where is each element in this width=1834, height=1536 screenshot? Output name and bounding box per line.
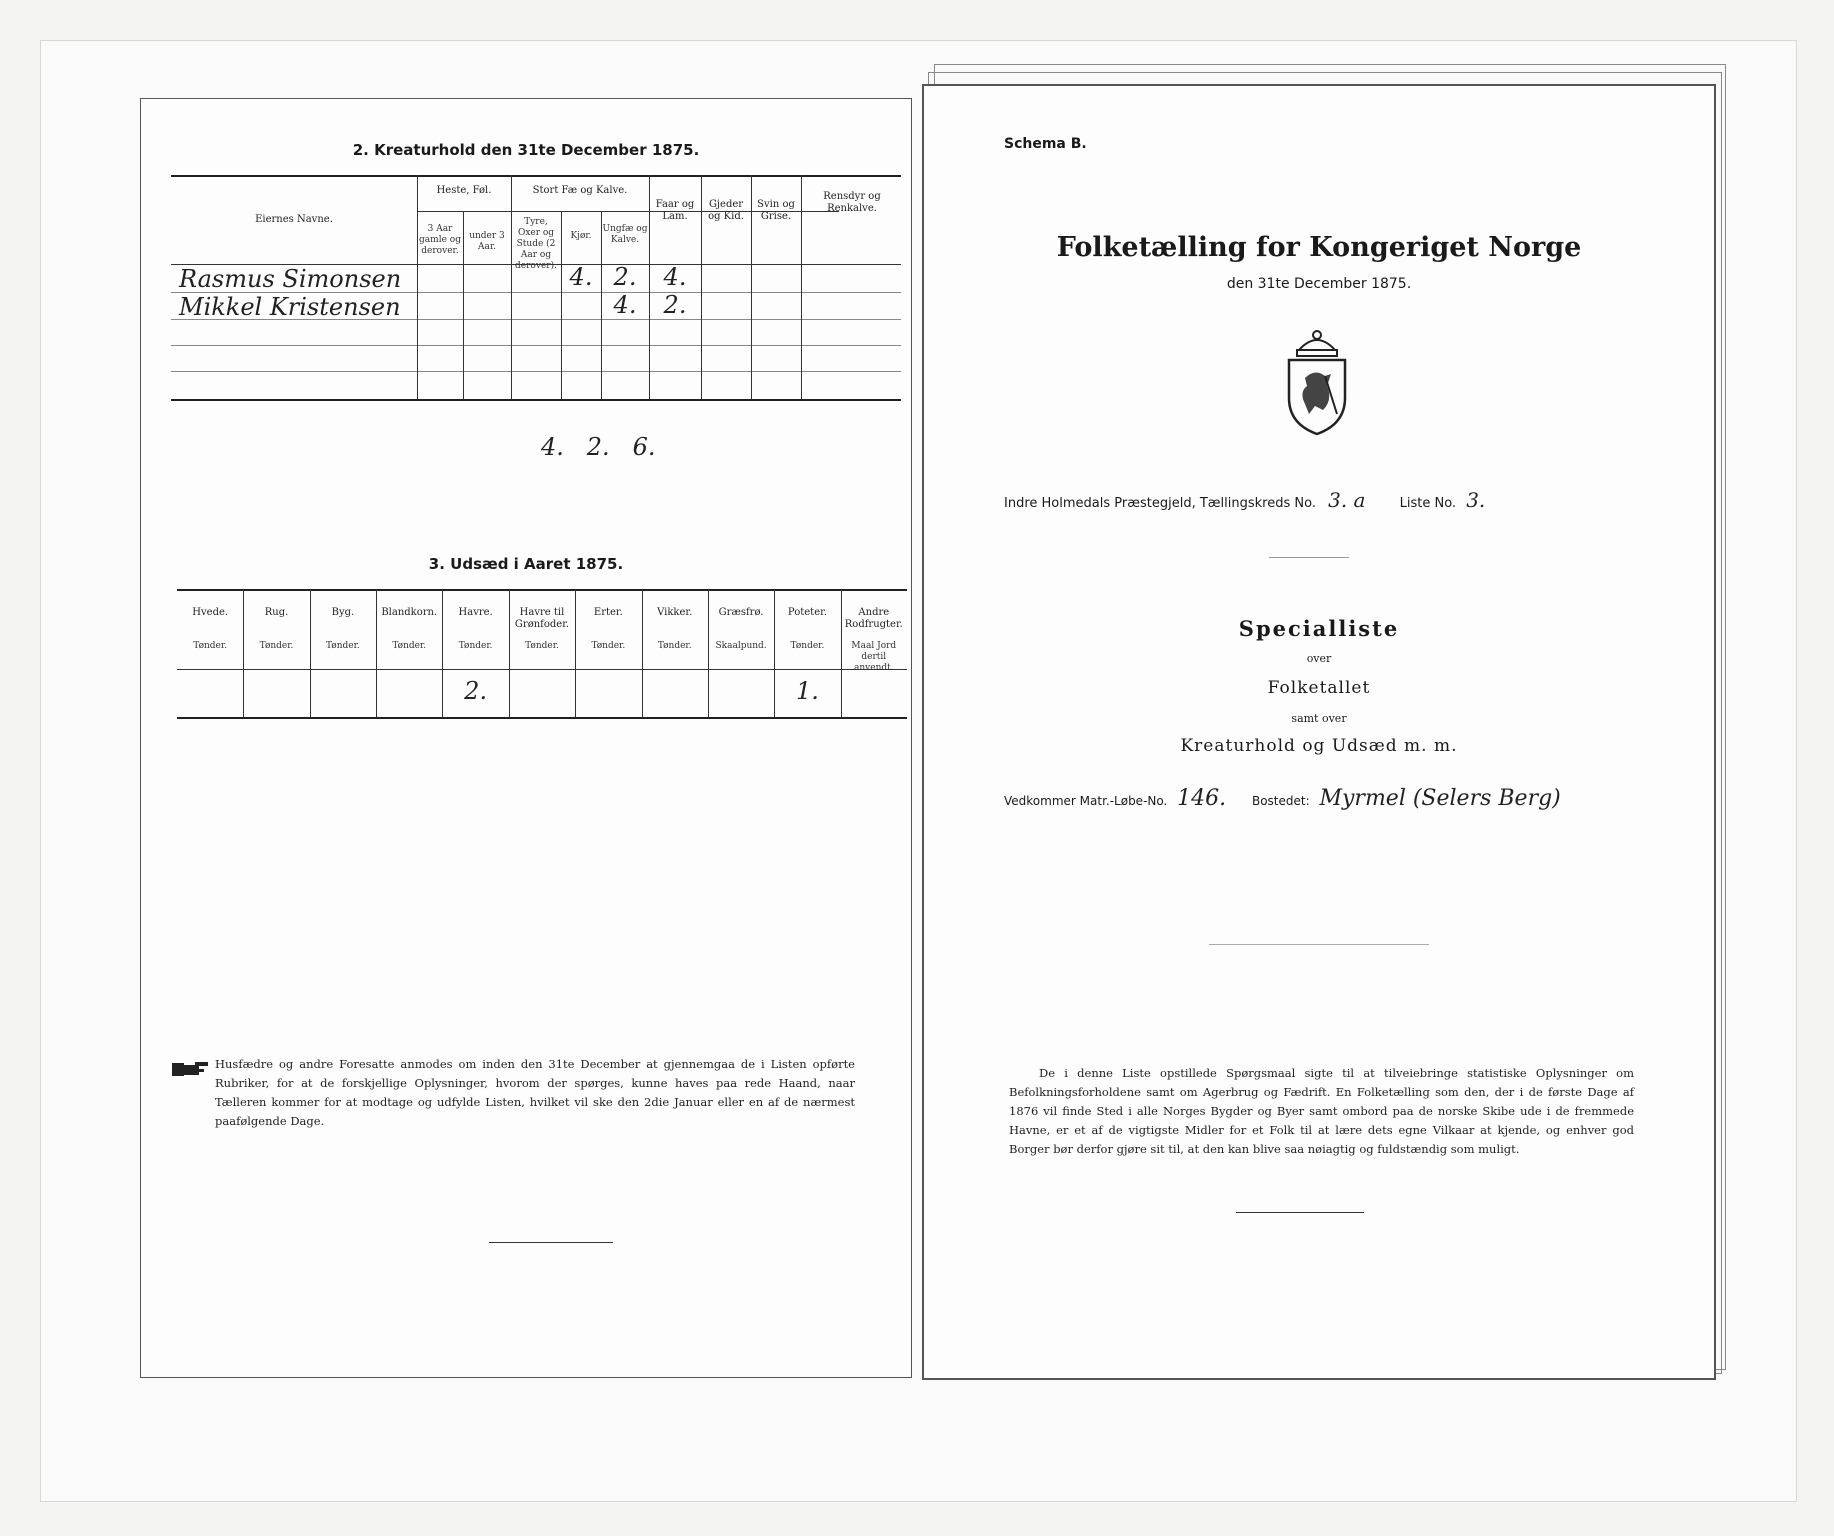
col-owner: Eiernes Navne. [255, 214, 333, 225]
seed-col-unit: Maal Jord dertil anvendt. [851, 641, 897, 673]
property-line [1004, 786, 1561, 811]
seed-col-header: Vikker. [657, 607, 693, 618]
seed-col-unit: Tønder. [326, 641, 360, 651]
col-cattle-b: Kjør. [570, 231, 592, 241]
col-pigs: Svin og Grise. [757, 199, 795, 222]
sheep-value: 4. [663, 263, 687, 291]
young-cattle-value: 2. [613, 263, 637, 291]
table-rule [801, 175, 802, 399]
col-cattle: Stort Fæ og Kalve. [532, 185, 628, 196]
list-number: 3. [1466, 488, 1486, 512]
divider [1269, 557, 1349, 558]
table-rule [417, 175, 418, 399]
parish-label: Indre Holmedals Præstegjeld, Tællingskreds No. [1004, 496, 1316, 511]
seed-col-header: Havre. [458, 607, 493, 618]
matr-label: Vedkommer Matr.-Løbe-No. [1004, 794, 1168, 808]
seed-col-unit: Tønder. [525, 641, 559, 651]
section3-title: 3. Udsæd i Aaret 1875. [428, 555, 624, 573]
matr-number: 146. [1177, 786, 1227, 811]
notice-text: Husfædre og andre Foresatte anmodes om inden den 31te December at gjennemgaa de i Listen opførte Rubriker, for at de forskjellige Oplysninger, hvorom der spørges, kunne haves paa rede Haand, naar Tælleren kommer for at modtage og udfylde Listen, hvilket vil ske den 2die Januar eller en af de nærmest paafølgende Dage. [215, 1057, 855, 1128]
table-rule [171, 345, 901, 346]
list-label: Liste No. [1399, 496, 1457, 511]
col-horses-b: under 3 Aar. [469, 231, 505, 252]
coat-of-arms-icon [1275, 328, 1359, 438]
table-rule [171, 371, 901, 372]
seed-col-unit: Tønder. [458, 641, 493, 651]
seed-col-unit: Skaalpund. [715, 641, 767, 651]
seed-col-header: Hvede. [192, 607, 229, 618]
seed-col-header: Byg. [331, 607, 355, 618]
seed-col-header: Havre til Grønfoder. [514, 607, 570, 630]
schema-label: Schema B. [1004, 136, 1087, 152]
census-date: den 31te December 1875. [1226, 276, 1412, 292]
seed-col-header: Blandkorn. [381, 607, 438, 618]
col-reindeer: Rensdyr og Renkalve. [823, 191, 881, 214]
seed-col-unit: Tønder. [193, 641, 228, 651]
col-cattle-a: Tyre, Oxer og Stude (2 Aar og derover). [515, 217, 557, 271]
sheep-value: 2. [663, 291, 687, 319]
document-title: Folketælling for Kongeriget Norge [1056, 232, 1582, 263]
divider [1236, 1212, 1364, 1213]
seed-col-header: Erter. [593, 607, 623, 618]
seed-col-unit: Tønder. [657, 641, 692, 651]
table-rule [171, 399, 901, 401]
col-goats: Gjeder og Kid. [708, 199, 744, 222]
table-rule [177, 669, 907, 670]
seed-col-unit: Tønder. [259, 641, 294, 651]
parish-line [1004, 488, 1485, 512]
seed-col-unit: Tønder. [591, 641, 626, 651]
seed-col-header: Andre Rodfrugter. [844, 607, 903, 630]
seed-col-header: Rug. [264, 607, 289, 618]
district-number: 3. a [1328, 488, 1366, 512]
bosted-value: Myrmel (Selers Berg) [1319, 786, 1561, 811]
bosted-label: Bostedet: [1251, 794, 1310, 808]
cows-value: 4. [569, 263, 593, 291]
divider [1209, 944, 1429, 945]
col-sheep: Faar og Lam. [655, 199, 695, 222]
young-cattle-value: 4. [613, 291, 637, 319]
seed-col-unit: Tønder. [392, 641, 427, 651]
owner-name: Rasmus Simonsen [179, 265, 402, 293]
over-text: over [1306, 652, 1332, 665]
livestock-totals: 4. 2. 6. [541, 433, 656, 461]
owner-name: Mikkel Kristensen [179, 293, 401, 321]
table-rule [171, 175, 901, 177]
seed-value: 1. [795, 677, 819, 705]
seed-value: 2. [464, 677, 488, 705]
right-page [922, 84, 1716, 1380]
divider [489, 1242, 613, 1243]
seed-col-header: Græsfrø. [718, 607, 764, 618]
left-page [140, 98, 912, 1378]
livestock-seed-heading: Kreaturhold og Udsæd m. m. [1180, 736, 1458, 756]
seed-col-unit: Tønder. [790, 641, 825, 651]
folketallet-heading: Folketallet [1267, 678, 1371, 698]
table-rule [511, 175, 512, 399]
pointing-hand-icon [171, 1059, 211, 1081]
table-rule [177, 589, 907, 591]
col-horses: Heste, Føl. [436, 185, 492, 196]
col-horses-a: 3 Aar gamle og derover. [419, 224, 461, 256]
section2-title: 2. Kreaturhold den 31te December 1875. [352, 141, 700, 159]
seed-col-header: Poteter. [787, 607, 827, 618]
samt-over-text: samt over [1291, 712, 1347, 725]
table-rule [177, 717, 907, 719]
col-cattle-c: Ungfæ og Kalve. [602, 224, 648, 245]
special-list-heading: Specialliste [1238, 616, 1400, 641]
footer-text: De i denne Liste opstillede Spørgsmaal sigte til at tilveiebringe statistiske Oplysninger om Befolkningsforholdene samt om Agerbrug og Fædrift. En Folketælling som den, der i de første Dage af 1876 vil finde Sted i alle Norges Bygder og Byer samt ombord paa de norske Skibe ude i de fremmede Havne, er et af de vigtigste Midler for et Folk til at lære dets egne Vilkaar at kjende, og enhver god Borger bør derfor gjøre sit til, at den kan blive saa nøiagtig og fuldstændig som muligt. [1009, 1066, 1634, 1156]
